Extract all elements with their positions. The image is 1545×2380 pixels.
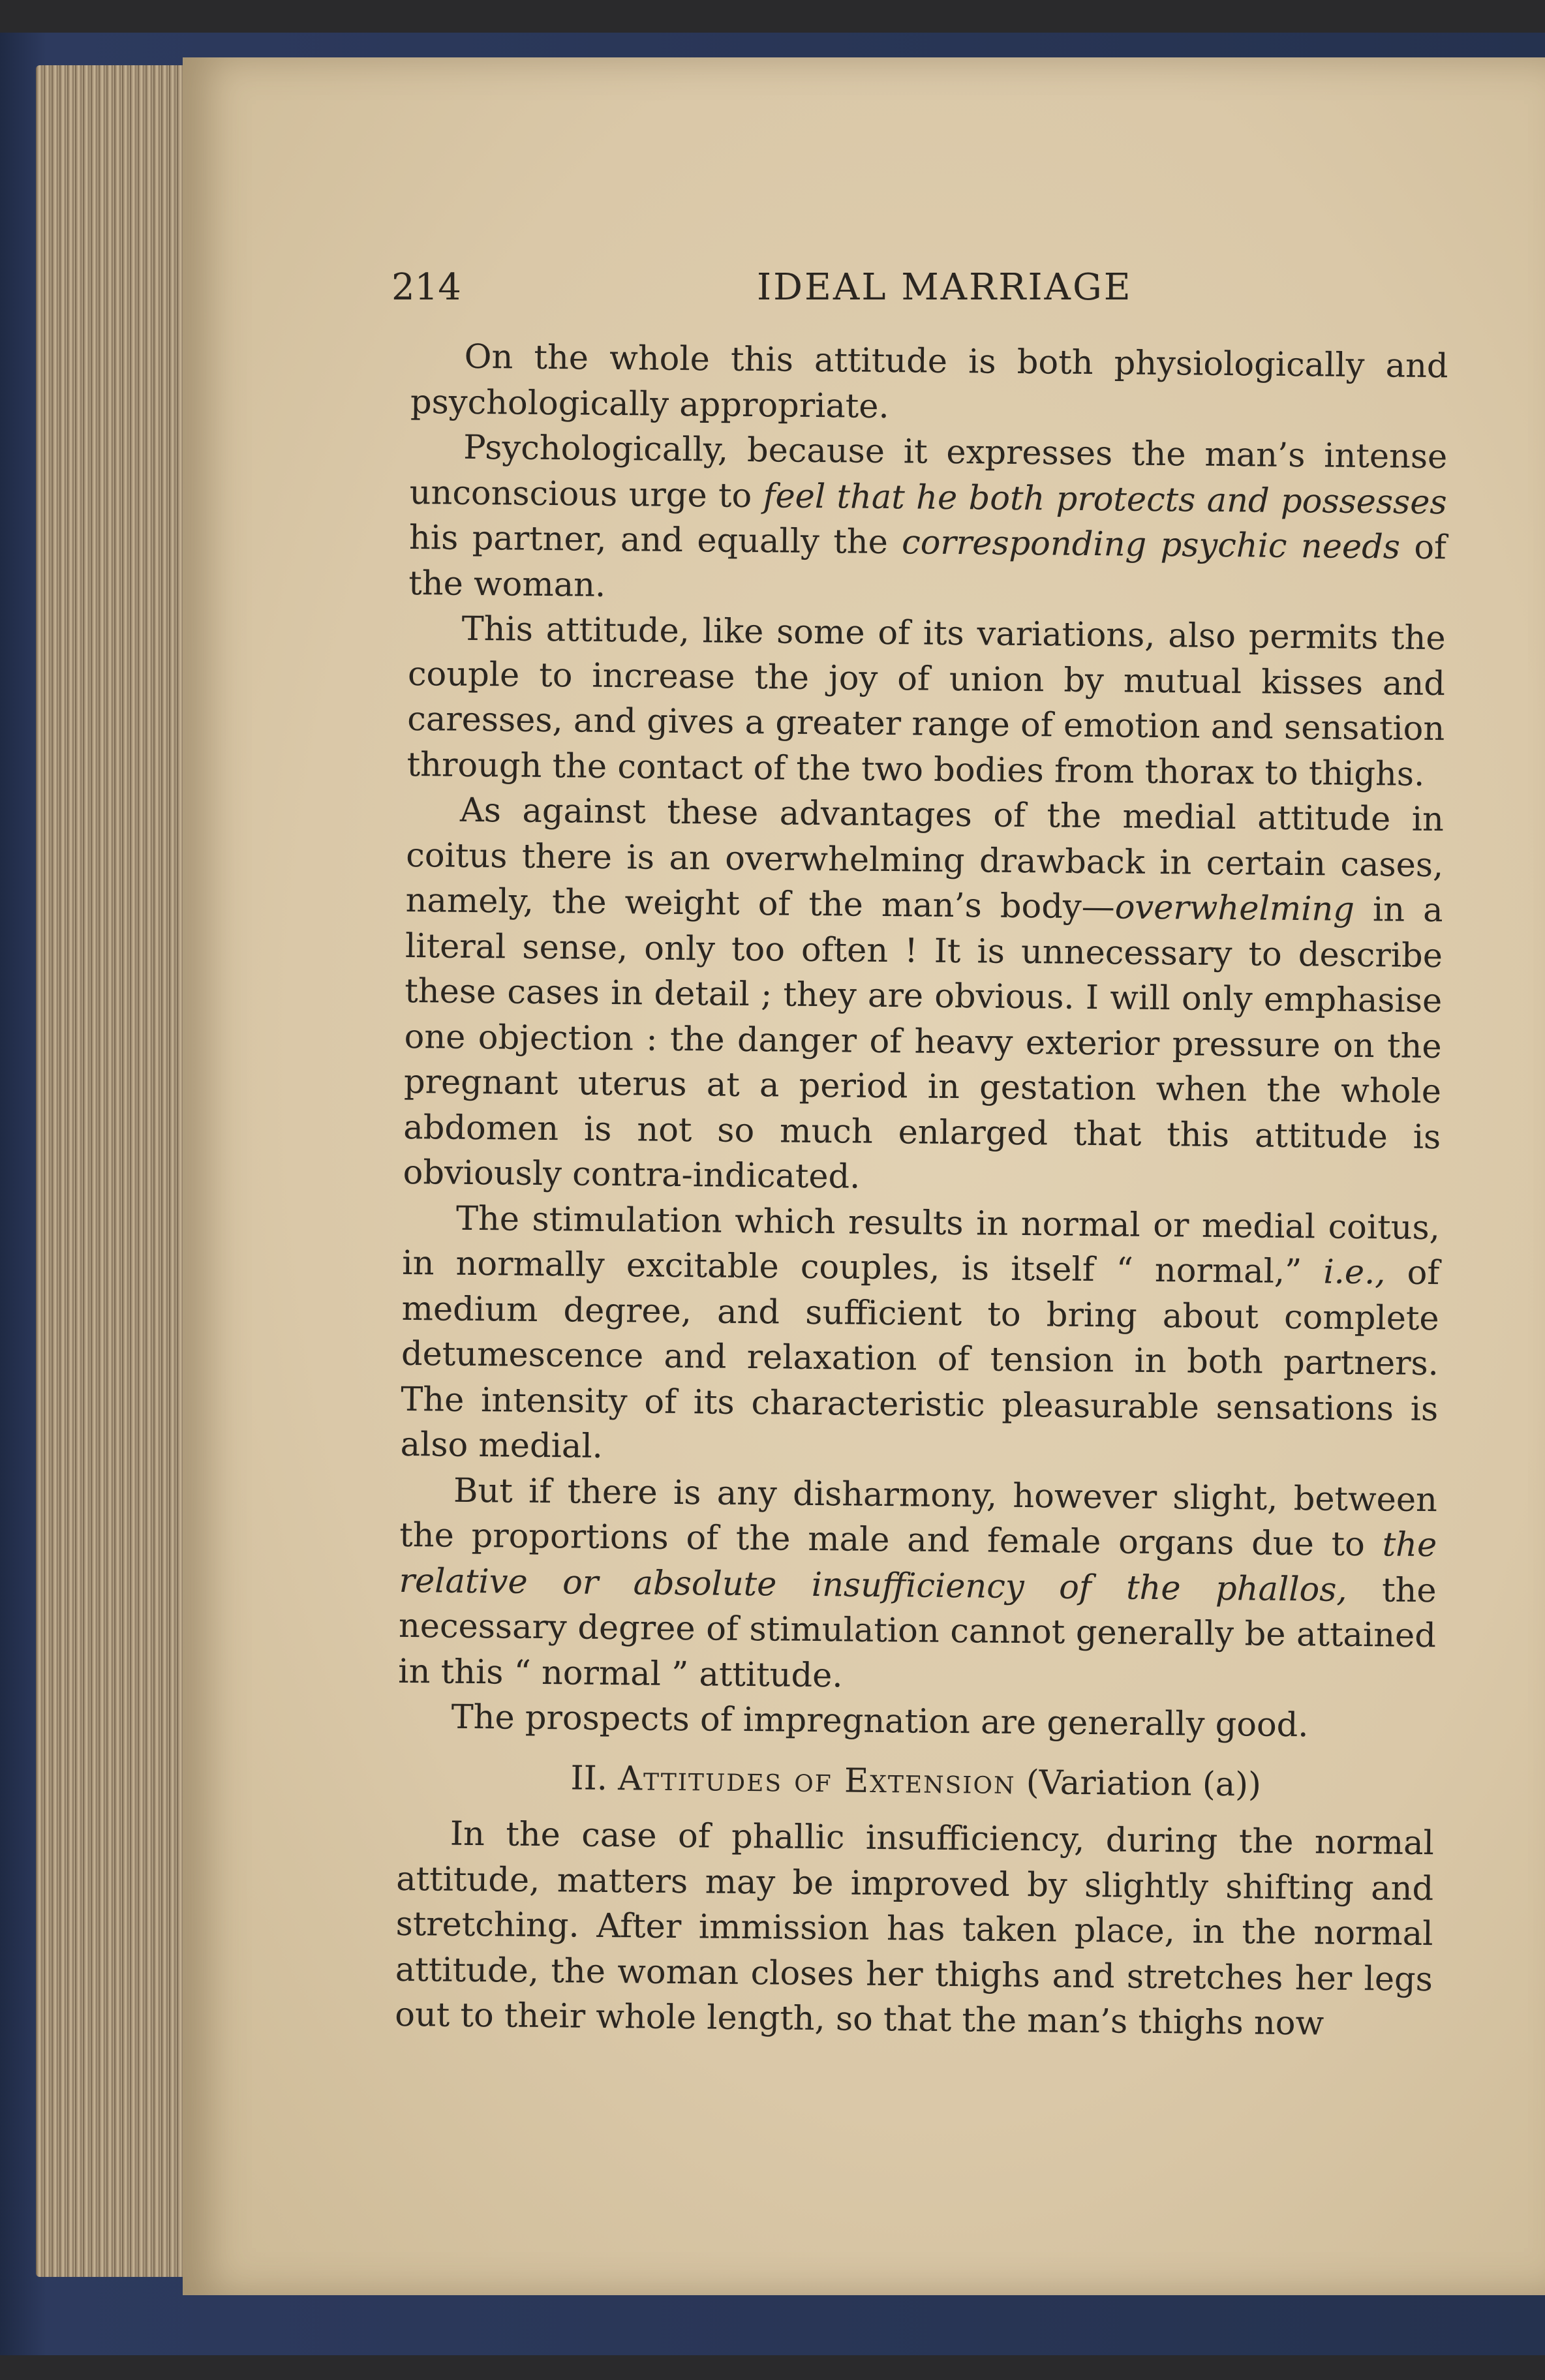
text-run: in a literal sense, only too often ! It is unnecessary to describe these cases in detail ; they are obvious. I will only emphasise one objection : the danger of heavy exterior pressure on the pregnant uterus at a period in gestation when the whole abdomen is not so much enlarged that this attitude is obviously contra-indicated. [403, 890, 1443, 1197]
paragraph-6 [398, 1467, 1437, 1704]
text-run: of medium degree, and sufficient to bring about complete detumescence and relaxation of tension in both partners. The intensity of its characteristic pleasurable sensations is also medial. [400, 1253, 1440, 1466]
italic-run: corresponding psychic needs [901, 523, 1401, 567]
text-run: As against these advantages of the medial attitude in coitus there is an overwhelming drawback in certain cases, namely, the weight of the man’s body— [405, 791, 1445, 927]
section-numeral: II. [570, 1758, 608, 1798]
italic-run: feel that he both protects and possesses [763, 476, 1447, 522]
italic-run: i.e., [1323, 1253, 1386, 1292]
paragraph-2 [408, 425, 1448, 616]
paragraph-4 [403, 787, 1444, 1206]
page-edges [36, 65, 199, 2277]
text-run: The stimulation which results in normal or medial coitus, in normally excitable couples, is itself “ normal,” [402, 1199, 1441, 1292]
running-title: IDEAL MARRIAGE [757, 266, 1133, 309]
paragraph-7: The prospects of impregnation are generally good. [451, 1698, 1309, 1745]
paragraph-5 [400, 1195, 1440, 1477]
section-variation: (Variation (a)) [1026, 1763, 1262, 1805]
paragraph-3: This attitude, like some of its variations, also permits the couple to increase the joy of union by mutual kisses and caresses, and gives a greater range of emotion and sensation through the contact of the two bodies from thorax to thighs. [406, 609, 1446, 794]
text-run: Psychologically, because it expresses the man’s intense unconscious urge to [409, 428, 1448, 515]
text-run: of the woman. [408, 528, 1447, 605]
page-header [391, 266, 1201, 318]
text-run: his partner, and equally the [408, 518, 902, 562]
paragraph-8: In the case of phallic insufficiency, during the normal attitude, matters may be improved by slightly shifting and stretching. After immission has taken place, in the normal attitude, the woman closes her thighs and stretches her legs out to their whole length, so that the man’s thighs now [394, 1814, 1435, 2043]
paragraph-1: On the whole this attitude is both physiologically and psychologically appropriate. [410, 337, 1448, 426]
section-title: Attitudes of Extension [617, 1759, 1016, 1802]
section-heading [397, 1754, 1435, 1809]
body-text [395, 334, 1448, 2048]
page-number: 214 [391, 266, 461, 309]
italic-run: overwhelming [1114, 888, 1355, 929]
text-run: the necessary degree of stimulation cannot generally be attained in this “ normal ” attitude. [398, 1570, 1437, 1695]
italic-run: the relative or absolute insufficiency of the phallos, [399, 1525, 1437, 1610]
text-run: But if there is any disharmony, however slight, between the proportions of the male and female organs due to [399, 1471, 1438, 1564]
